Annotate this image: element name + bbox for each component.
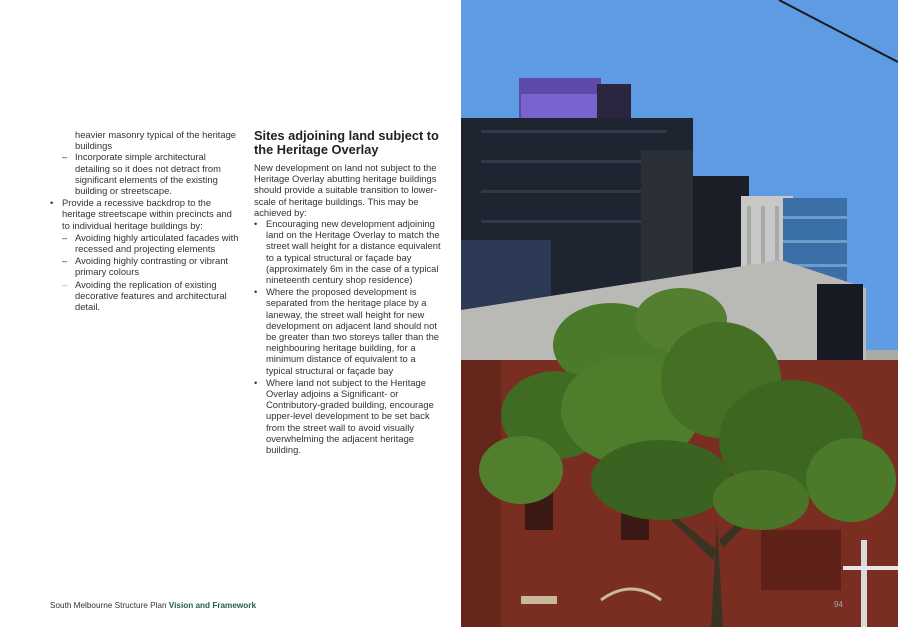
list-item-text: Incorporate simple architectural detailing so it does not detract from significant elements of the existing building or streetscape. xyxy=(75,151,221,197)
bullet-icon: • xyxy=(50,197,54,209)
footer-section: Vision and Framework xyxy=(168,601,257,610)
list-item-text: Avoiding highly articulated facades with recessed and projecting elements xyxy=(75,231,239,255)
list-item-text: Where the proposed development is separated from the heritage place by a laneway, the street wall height for new development on adjacent land should not be greater than two storeys taller than the neighbouring heritage building, for a minimum distance of equivalent to a typical structural or façade bay xyxy=(266,286,440,376)
bullet-icon: • xyxy=(254,286,258,298)
dash-icon: – xyxy=(62,231,68,243)
list-item-text: Encouraging new development adjoining land on the Heritage Overlay to match the street wall height for a distance equivalent to a typical structural or façade bay (approximately 6m in the case of a typical nineteenth century shop residence) xyxy=(266,218,441,286)
continued-text: heavier masonry typical of the heritage buildings xyxy=(75,129,237,152)
right-list xyxy=(254,218,444,455)
list-item-text: Avoiding highly contrasting or vibrant primary colours xyxy=(75,255,229,278)
list-item xyxy=(254,218,444,285)
list-item-text: Where land not subject to the Heritage Overlay adjoins a Significant- or Contributory-graded building, encourage upper-level development to be set back from the street wall to avoid visually overwhelming the adjacent heritage building. xyxy=(266,376,434,456)
street-photo xyxy=(461,0,898,627)
list-item xyxy=(50,255,240,277)
page-footer xyxy=(50,601,256,610)
list-item-text: Provide a recessive backdrop to the heritage streetscape within precincts and to individual heritage buildings by: xyxy=(62,197,232,231)
text-column-right xyxy=(254,129,444,456)
bullet-icon: • xyxy=(254,376,258,388)
list-item xyxy=(50,197,240,231)
list-item xyxy=(50,279,240,313)
page-number: 94 xyxy=(834,600,843,609)
text-column-left xyxy=(50,129,240,313)
footer-doc-title: South Melbourne Structure Plan xyxy=(50,601,167,610)
list-item xyxy=(50,232,240,254)
section-intro: New development on land not subject to the Heritage Overlay abutting heritage buildings should provide a suitable transition to lower-scale of heritage buildings. This may be achieved by: xyxy=(254,162,437,218)
list-item xyxy=(254,377,444,455)
dash-icon: – xyxy=(62,278,68,290)
bullet-icon: • xyxy=(254,218,258,230)
list-item-text: Avoiding the replication of existing decorative features and architectural detail. xyxy=(75,278,227,313)
left-list xyxy=(50,151,240,312)
section-heading: Sites adjoining land subject to the Heritage Overlay xyxy=(254,128,439,157)
list-item xyxy=(50,151,240,196)
dash-icon: – xyxy=(62,151,68,163)
list-item xyxy=(254,286,444,376)
dash-icon: – xyxy=(62,255,68,267)
